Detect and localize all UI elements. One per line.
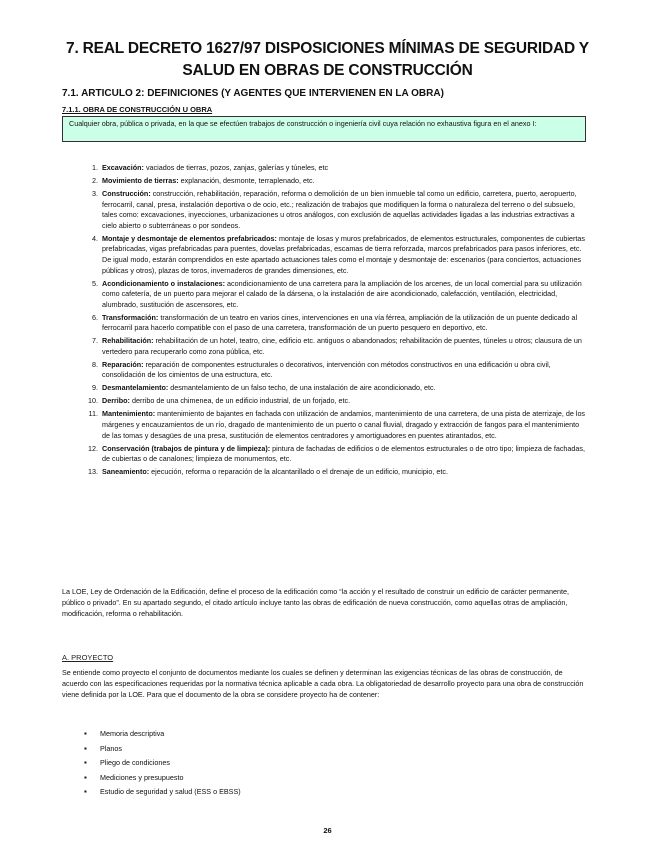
list-item: ▪ Mediciones y presupuesto [84, 772, 184, 782]
bullet-icon: ▪ [84, 787, 87, 797]
list-item: 4. Montaje y desmontaje de elementos prefabricados: montaje de losas y muros prefabricados, de elementos estructurales, componentes de cubiertas prefabricadas, vigas prefabricadas para puentes, dovelas prefabricadas, escamas de tierra reforzada, marcos prefabricados para pasos inferiores, etc. De igual modo, estarán comprendidos en este apartado actuaciones tales como el montaje y desmontaje de: escenarios (para conciertos, actuaciones públicas y otros), plazas de toros, invernaderos de grandes dimensiones, etc. [92, 233, 585, 275]
list-item: ▪ Memoria descriptiva [84, 729, 165, 738]
list-item: 6. Transformación: transformación de un teatro en varios cines, intervenciones en una vía férrea, ampliación de la utilización de un puente dedicado al ferrocarril para hacerlo compatible con el paso de una carretera, transformación de un puerto pesquero en deportivo, etc. [92, 312, 578, 333]
list-item: ▪ Estudio de seguridad y salud (ESS o EBSS) [84, 787, 241, 797]
list-item: 11. Mantenimiento: mantenimiento de bajantes en fachada con utilización de andamios, mantenimiento de una carretera, de una pista de aterrizaje, de los márgenes y encauzamientos de un río, dragado de mantenimiento de un puerto o canal fluvial, dragado y extracción de fangos para el mantenimiento de las tomas y desagües de una presa, sustitución de elementos centradores y amortiguadores en puentes atirantados, etc. [88, 409, 586, 440]
bullet-icon: ▪ [84, 772, 87, 782]
list-item: 3. Construcción: construcción, rehabilitación, reparación, reforma o demolición de un bien inmueble tal como un edificio, carretera, puerto, aeropuerto, ferrocarril, canal, presa, instalación deportiva o de ocio, etc.; realización de trabajos que modifiquen la forma o naturaleza del terreno o del subsuelo, tales como: excavaciones, inyecciones, urbanizaciones u otros análogos, con exclusión de aquellas actividades ligadas a las industrias extractivas a cielo abierto o subterráneas o por sondeos. [92, 188, 577, 230]
subsection-heading: 7.1.1. OBRA DE CONSTRUCCIÓN U OBRA [62, 105, 213, 114]
list-item: ▪ Pliego de condiciones [84, 758, 170, 768]
annex-items-list [76, 163, 588, 480]
bullet-icon: ▪ [84, 758, 87, 768]
list-item: 12. Conservación (trabajos de pintura y de limpieza): pintura de fachadas de edificios o de elementos estructurales o de otro tipo; limpieza de fachadas, de cubiertas o de canalones; limpieza de monumentos, etc. [88, 443, 585, 464]
list-item: 5. Acondicionamiento o instalaciones: acondicionamiento de una carretera para la ampliación de los arcenes, de un local comercial para su utilización como cafetería, de un puerto para mejorar el calado de la dársena, o la instalación de aire acondicionado, calefacción, ventilación, electricidad, alumbrado, sustitución de ascensores, etc. [92, 278, 582, 309]
list-item: 2. Movimiento de tierras: explanación, desmonte, terraplenado, etc. [92, 175, 315, 185]
list-item: ▪ Planos [84, 743, 122, 753]
list-item: 10. Derribo: derribo de una chimenea, de un edificio industrial, de un forjado, etc. [88, 396, 351, 406]
loe-paragraph: La LOE, Ley de Ordenación de la Edificación, define el proceso de la edificación como “la acción y el resultado de construir un edificio de carácter permanente, público o privado”. En su apartado segundo, el citado artículo incluye tanto las obras de edificación de nueva construcción, como aquellas otras de ampliación, modificación, reforma o rehabilitación. [62, 587, 570, 618]
proyecto-heading: A. PROYECTO [62, 653, 114, 662]
proyecto-documents-list [84, 728, 241, 801]
list-item: 7. Rehabilitación: rehabilitación de un hotel, teatro, cine, edificio etc. antiguos o abandonados; rehabilitación de puentes, túneles u otros; clausura de un vertedero para recuperarlo como zona pública, etc. [92, 336, 582, 356]
bullet-icon: ▪ [84, 743, 87, 753]
list-item: 1. Excavación: vaciados de tierras, pozos, zanjas, galerías y túneles, etc [92, 163, 329, 172]
list-item: 13. Saneamiento: ejecución, reforma o reparación de la alcantarillado o el drenaje de un edificio, municipio, etc. [88, 467, 448, 477]
list-item: 8. Reparación: reparación de componentes estructurales o decorativos, intervención con métodos constructivos en una edificación u obra civil, consolidación de los cimientos de una estructura, etc. [92, 359, 551, 380]
section-heading: 7.1. ARTICULO 2: DEFINICIONES (Y AGENTES QUE INTERVIENEN EN LA OBRA) [62, 88, 444, 99]
page-number: 26 [323, 826, 332, 835]
page-title: 7. REAL DECRETO 1627/97 DISPOSICIONES MÍNIMAS DE SEGURIDAD Y SALUD EN OBRAS DE CONSTRUCCIÓN [66, 40, 589, 79]
bullet-icon: ▪ [84, 729, 87, 738]
list-item: 9. Desmantelamiento: desmantelamiento de un falso techo, de una instalación de aire acondicionado, etc. [92, 383, 436, 393]
proyecto-paragraph: Se entiende como proyecto el conjunto de documentos mediante los cuales se definen y determinan las exigencias técnicas de las obras de construcción, de acuerdo con las especificaciones requeridas por la normativa técnica aplicable a cada obra. La obligatoriedad de desarrollo proyecto para una obra de construcción viene definida por la LOE. Para que el documento de la obra se considere proyecto ha de contener: [62, 668, 584, 699]
definition-box: Cualquier obra, pública o privada, en la que se efectúen trabajos de construcción o ingeniería civil cuya relación no exhaustiva figura en el anexo I: [62, 116, 586, 142]
